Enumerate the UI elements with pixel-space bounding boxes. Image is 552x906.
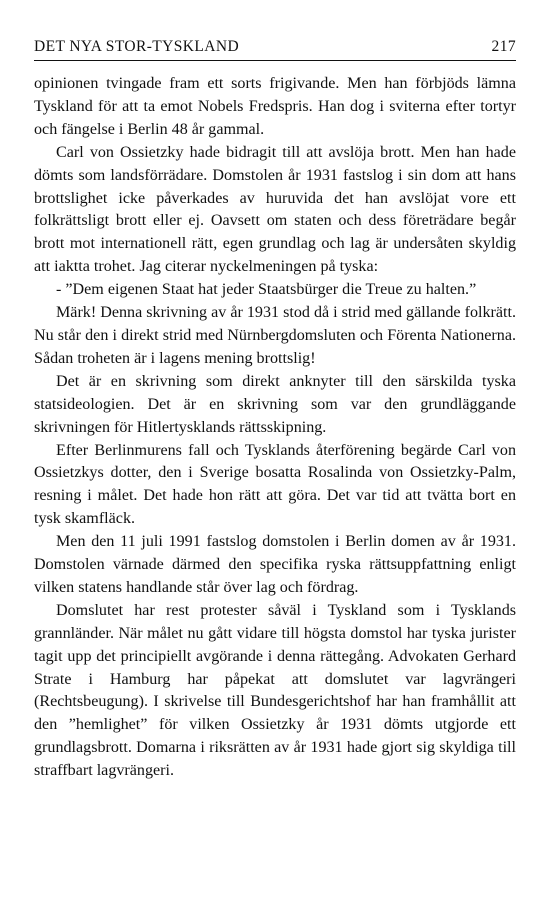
paragraph-continued: opinionen tvingade fram ett sorts frigivande. Men han förbjöds lämna Tyskland för att ta emot Nobels Fredspris. Han dog i sviterna efter tortyr och fängelse i Berlin 48 år gammal. bbox=[34, 75, 516, 138]
paragraph: Efter Berlinmurens fall och Tysklands återförening begärde Carl von Ossietzkys dotter, den i Sverige bosatta Rosalinda von Ossietzky-Palm, resning i målet. Det hade hon rätt att göra. Det var tid att tvätta bort en tysk skamfläck. bbox=[34, 441, 516, 528]
paragraph: Men den 11 juli 1991 fastslog domstolen i Berlin domen av år 1931. Domstolen värnade därmed den specifika ryska rättsuppfattning enligt vilken statens handlande står över lag och fördrag. bbox=[34, 533, 516, 596]
body-text bbox=[34, 73, 516, 783]
book-page bbox=[34, 38, 516, 783]
paragraph: Domslutet har rest protester såväl i Tyskland som i Tysklands grannländer. När målet nu gått vidare till högsta domstol har tyska jurister tagit upp det principiellt avgörande i denna rättegång. Advokaten Gerhard Strate i Hamburg har påpekat att domslutet var lagvrängeri (Rechtsbeugung). I skrivelse till Bundesgerichtshof har han framhållit att den ”hemlighet” för vilken Ossietzky år 1931 dömts utgjorde ett grundlagsbrott. Domarna i riksrätten av år 1931 hade gjort sig skyldiga till straffbart lagvrängeri. bbox=[34, 601, 516, 780]
paragraph: Det är en skrivning som direkt anknyter till den särskilda tyska statsideologien. Det är en skrivning som var den grundläggande skrivningen för Hitlertysklands rättsskipning. bbox=[34, 372, 516, 436]
paragraph: Carl von Ossietzky hade bidragit till att avslöja brott. Men han hade dömts som landsförrädare. Domstolen år 1931 fastslog i sin dom att hans brottslighet icke påverkades av huruvida det han avslöjat vore ett folkrättsligt brott eller ej. Oavsett om staten och dess företrädare begår brott mot internationell rätt, egen grundlag och lag är undersåten skyldig att iaktta trohet. Jag citerar nyckelmeningen på tyska: bbox=[34, 143, 516, 276]
page-number: 217 bbox=[491, 38, 516, 55]
paragraph: Märk! Denna skrivning av år 1931 stod då i strid med gällande folkrätt. Nu står den i direkt strid med Nürnbergdomsluten och Förenta Nationerna. Sådan troheten är i lagens mening brottslig! bbox=[34, 304, 516, 367]
running-title: DET NYA STOR-TYSKLAND bbox=[34, 38, 240, 55]
paragraph-quote: - ”Dem eigenen Staat hat jeder Staatsbürger die Treue zu halten.” bbox=[56, 281, 477, 299]
running-header bbox=[34, 38, 516, 61]
